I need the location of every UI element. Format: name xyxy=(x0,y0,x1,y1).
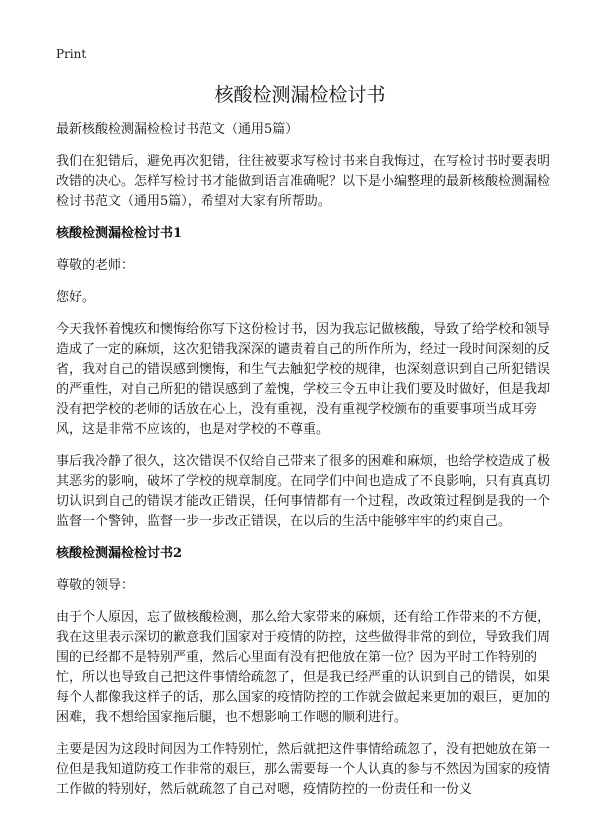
greeting-1: 您好。 xyxy=(56,290,96,305)
article-subtitle: 最新核酸检测漏检检讨书范文（通用5篇） xyxy=(56,122,299,137)
salutation-1: 尊敬的老师： xyxy=(56,258,135,273)
section-heading-2: 核酸检测漏检检讨书2 xyxy=(56,546,183,561)
salutation-2: 尊敬的领导： xyxy=(56,578,135,593)
paragraph: 事后我冷静了很久，这次错误不仅给自己带来了很多的困难和麻烦，也给学校造成了极其恶劣的影响，破坏了学校的规章制度。在同学们中间也造成了不良影响，只有真真切切认识到自己的错误才能改正错误，任何事情都有一个过程，改政策过程倒是我的一个监督一个警钟，监督一步一步改正错误，在以后的生活中能够牢牢的约束自己。 xyxy=(56,454,551,529)
paragraph: 今天我怀着愧疚和懊悔给你写下这份检讨书，因为我忘记做核酸，导致了给学校和领导造成了一定的麻烦，这次犯错我深深的谴责着自己的所作所为，经过一段时间深刻的反省，我对自己的错误感到懊悔，和生气去触犯学校的规律，也深刻意识到自己所犯错误的严重性，对自己所犯的错误感到了羞愧，学校三令五申让我们要及时做好，但是我却没有把学校的老师的话放在心上，没有重视，没有重视学校颁布的重要事项当成耳旁风，这是非常不应该的，也是对学校的不尊重。 xyxy=(56,322,551,437)
page-title: 核酸检测漏检检讨书 xyxy=(214,84,386,106)
print-link[interactable]: Print xyxy=(56,47,87,61)
paragraph: 主要是因为这段时间因为工作特别忙，然后就把这件事情给疏忽了，没有把她放在第一位但是我知道防疫工作非常的艰巨，那么需要每一个人认真的参与不然因为国家的疫情工作做的特别好，然后就疏忽了自己对嗯，疫情防控的一份责任和一份义 xyxy=(56,742,551,797)
article-body xyxy=(56,120,556,812)
intro-paragraph: 我们在犯错后，避免再次犯错，往往被要求写检讨书来自我悔过，在写检讨书时要表明改错的决心。怎样写检讨书才能做到语言准确呢？以下是小编整理的最新核酸检测漏检检讨书范文（通用5篇），希望对大家有所帮助。 xyxy=(56,154,551,209)
paragraph: 由于个人原因，忘了做核酸检测，那么给大家带来的麻烦，还有给工作带来的不方便，我在这里表示深切的歉意我们国家对于疫情的防控，这些做得非常的到位，导致我们周围的已经都不是特别严重，然后心里面有没有把他放在第一位？因为平时工作特别的忙，所以也导致自己把这件事情给疏忽了，但是我已经严重的认识到自己的错误，如果每个人都像我这样子的话，那么国家的疫情防控的工作就会做起来更加的艰巨，更加的困难，我不想给国家拖后腿，也不想影响工作嗯的顺利进行。 xyxy=(56,610,551,725)
section-heading-1: 核酸检测漏检检讨书1 xyxy=(56,226,183,241)
